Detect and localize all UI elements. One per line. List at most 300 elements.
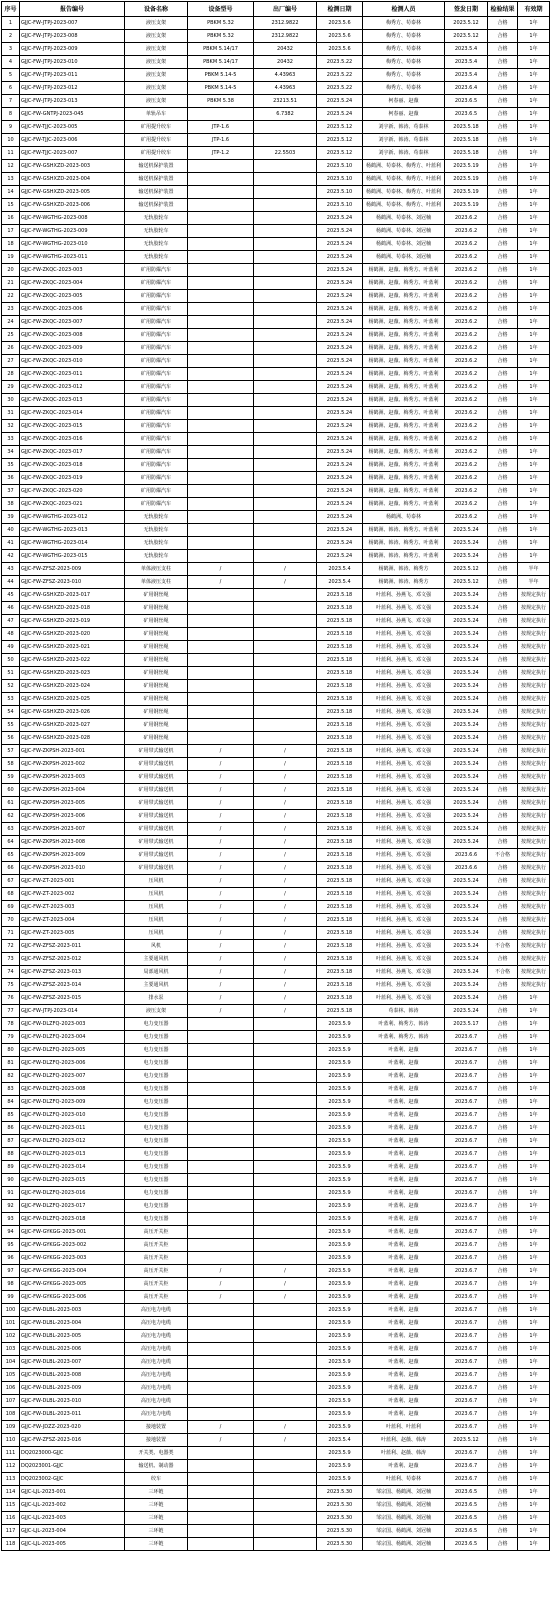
cell-report-no: GJJC-FW-GSHXZD-2023-004 — [20, 173, 125, 186]
cell-inspect-date: 2023.5.9 — [317, 1317, 363, 1330]
cell-device-model: / — [188, 797, 254, 810]
cell-device-model — [188, 407, 254, 420]
cell-issue-date: 2023.6.7 — [445, 1356, 488, 1369]
cell-inspectors: 叶蓝利、孙燕飞、邓文强 — [363, 797, 445, 810]
table-row — [2, 355, 550, 368]
cell-issue-date: 2023.5.24 — [445, 771, 488, 784]
cell-inspectors: 叶蓝利、孙燕飞、邓文强 — [363, 875, 445, 888]
cell-device-model — [188, 316, 254, 329]
cell-inspect-date: 2023.5.18 — [317, 667, 363, 680]
cell-issue-date: 2023.6.7 — [445, 1187, 488, 1200]
cell-report-no: GJJC-FW-ZKQC-2023-009 — [20, 342, 125, 355]
cell-validity: 1年 — [518, 1460, 550, 1473]
cell-report-no: GJJC-FW-ZFSZ-2023-016 — [20, 1434, 125, 1447]
cell-index: 23 — [2, 303, 20, 316]
cell-result: 合格 — [488, 667, 518, 680]
cell-index: 72 — [2, 940, 20, 953]
cell-inspectors: 梅秀方、苟泰林 — [363, 30, 445, 43]
cell-result: 合格 — [488, 1226, 518, 1239]
header-device-model: 设备型号 — [188, 2, 254, 17]
cell-report-no: GJJC-FW-ZFSZ-2023-010 — [20, 576, 125, 589]
cell-report-no: GJJC-FW-ZFSZ-2023-015 — [20, 992, 125, 1005]
table-row — [2, 147, 550, 160]
cell-inspect-date: 2023.5.9 — [317, 1460, 363, 1473]
table-row — [2, 771, 550, 784]
cell-validity: 1年 — [518, 199, 550, 212]
cell-device-model — [188, 1070, 254, 1083]
cell-inspect-date: 2023.5.24 — [317, 524, 363, 537]
cell-result: 合格 — [488, 1382, 518, 1395]
cell-validity: 1年 — [518, 355, 550, 368]
cell-inspect-date: 2023.5.10 — [317, 199, 363, 212]
cell-device-name: 矿用带式输送机 — [125, 823, 188, 836]
cell-issue-date: 2023.6.5 — [445, 108, 488, 121]
table-row — [2, 303, 550, 316]
cell-validity: 按规定执行 — [518, 862, 550, 875]
cell-report-no: GJJC-FW-ZKQC-2023-005 — [20, 290, 125, 303]
cell-inspectors: 叶蓝利、赵薇 — [363, 1122, 445, 1135]
cell-inspectors: 杨鹤洲、赵薇、梅秀方、叶蓝利 — [363, 316, 445, 329]
cell-result: 合格 — [488, 524, 518, 537]
cell-issue-date: 2023.6.2 — [445, 277, 488, 290]
cell-result: 合格 — [488, 992, 518, 1005]
cell-device-name: 液压支架 — [125, 17, 188, 30]
cell-issue-date: 2023.5.24 — [445, 758, 488, 771]
cell-device-model — [188, 1382, 254, 1395]
table-row — [2, 1369, 550, 1382]
cell-result: 合格 — [488, 1174, 518, 1187]
cell-device-model — [188, 1135, 254, 1148]
cell-result: 合格 — [488, 979, 518, 992]
cell-issue-date: 2023.5.24 — [445, 537, 488, 550]
cell-serial-no — [254, 1382, 317, 1395]
cell-device-name: 矿用钢丝绳 — [125, 706, 188, 719]
cell-report-no: GJJC-FW-GNTPJ-2023-045 — [20, 108, 125, 121]
cell-inspectors: 叶蓝利、孙燕飞、邓文强 — [363, 940, 445, 953]
cell-serial-no: 20432 — [254, 43, 317, 56]
cell-issue-date: 2023.6.7 — [445, 1473, 488, 1486]
cell-validity: 按规定执行 — [518, 693, 550, 706]
cell-report-no: GJJC-FW-ZKQC-2023-010 — [20, 355, 125, 368]
table-row — [2, 1148, 550, 1161]
cell-serial-no — [254, 1369, 317, 1382]
cell-serial-no — [254, 1044, 317, 1057]
cell-issue-date: 2023.5.24 — [445, 680, 488, 693]
cell-serial-no — [254, 654, 317, 667]
cell-result: 合格 — [488, 1187, 518, 1200]
cell-issue-date: 2023.6.2 — [445, 290, 488, 303]
cell-validity: 1年 — [518, 342, 550, 355]
cell-device-name: 输送机保护装置 — [125, 186, 188, 199]
cell-device-name: 高压电力电缆 — [125, 1343, 188, 1356]
cell-serial-no — [254, 303, 317, 316]
cell-validity: 1年 — [518, 1291, 550, 1304]
cell-report-no: GJJC-FW-JTPJ-2023-011 — [20, 69, 125, 82]
cell-serial-no — [254, 1538, 317, 1551]
cell-result: 合格 — [488, 1109, 518, 1122]
cell-result: 合格 — [488, 1252, 518, 1265]
cell-device-model — [188, 1057, 254, 1070]
cell-result: 合格 — [488, 82, 518, 95]
cell-serial-no: / — [254, 888, 317, 901]
cell-index: 60 — [2, 784, 20, 797]
cell-index: 32 — [2, 420, 20, 433]
cell-report-no: GJJC-FW-JTPJ-2023-013 — [20, 95, 125, 108]
cell-device-model — [188, 1460, 254, 1473]
cell-issue-date: 2023.6.2 — [445, 368, 488, 381]
cell-serial-no — [254, 251, 317, 264]
cell-validity: 按规定执行 — [518, 667, 550, 680]
cell-report-no: GJJC-FW-DLZFQ-2023-007 — [20, 1070, 125, 1083]
cell-serial-no — [254, 1408, 317, 1421]
header-inspect-date: 检测日期 — [317, 2, 363, 17]
cell-serial-no — [254, 628, 317, 641]
cell-serial-no — [254, 1226, 317, 1239]
cell-device-name: 三环链 — [125, 1525, 188, 1538]
cell-inspect-date: 2023.5.9 — [317, 1239, 363, 1252]
table-row — [2, 1330, 550, 1343]
cell-inspectors: 叶蓝利、孙燕飞、邓文强 — [363, 966, 445, 979]
cell-validity: 1年 — [518, 394, 550, 407]
cell-inspectors: 叶蓝利、赵薇 — [363, 1200, 445, 1213]
cell-report-no: GJJC-FW-DLZFQ-2023-004 — [20, 1031, 125, 1044]
cell-result: 合格 — [488, 472, 518, 485]
cell-index: 100 — [2, 1304, 20, 1317]
cell-inspectors: 叶蓝利、孙燕飞、邓文强 — [363, 810, 445, 823]
cell-inspect-date: 2023.5.10 — [317, 186, 363, 199]
cell-validity: 按规定执行 — [518, 615, 550, 628]
cell-index: 30 — [2, 394, 20, 407]
cell-report-no: GJJC-FW-ZT-2023-001 — [20, 875, 125, 888]
cell-device-model: / — [188, 563, 254, 576]
cell-serial-no — [254, 1187, 317, 1200]
cell-inspect-date: 2023.5.24 — [317, 212, 363, 225]
cell-device-model: / — [188, 576, 254, 589]
cell-device-name: 矿用防爆汽车 — [125, 485, 188, 498]
cell-device-model: / — [188, 849, 254, 862]
cell-issue-date: 2023.6.6 — [445, 849, 488, 862]
cell-index: 96 — [2, 1252, 20, 1265]
cell-index: 86 — [2, 1122, 20, 1135]
cell-validity: 按规定执行 — [518, 628, 550, 641]
cell-device-name: 无轨胶轮车 — [125, 212, 188, 225]
cell-validity: 1年 — [518, 1174, 550, 1187]
cell-device-name: 液压支架 — [125, 30, 188, 43]
cell-inspect-date: 2023.5.9 — [317, 1135, 363, 1148]
cell-device-name: 压风机 — [125, 875, 188, 888]
cell-issue-date: 2023.5.24 — [445, 589, 488, 602]
table-row — [2, 368, 550, 381]
cell-device-model: / — [188, 953, 254, 966]
cell-inspectors: 杨鹤洲、赵薇、梅秀方、叶蓝利 — [363, 381, 445, 394]
cell-index: 88 — [2, 1148, 20, 1161]
cell-serial-no — [254, 667, 317, 680]
cell-validity: 1年 — [518, 1265, 550, 1278]
cell-serial-no: / — [254, 836, 317, 849]
cell-device-name: 液压支架 — [125, 69, 188, 82]
cell-validity: 1年 — [518, 1057, 550, 1070]
cell-device-name: 接地装置 — [125, 1434, 188, 1447]
table-row — [2, 472, 550, 485]
cell-issue-date: 2023.6.7 — [445, 1421, 488, 1434]
table-row — [2, 17, 550, 30]
cell-report-no: GJJC-FW-ZKPSH-2023-008 — [20, 836, 125, 849]
cell-device-model — [188, 459, 254, 472]
cell-result: 合格 — [488, 1070, 518, 1083]
cell-issue-date: 2023.6.7 — [445, 1239, 488, 1252]
cell-validity: 1年 — [518, 1304, 550, 1317]
cell-issue-date: 2023.6.7 — [445, 1213, 488, 1226]
cell-device-name: 矿用防爆汽车 — [125, 381, 188, 394]
cell-inspect-date: 2023.5.18 — [317, 641, 363, 654]
cell-serial-no — [254, 277, 317, 290]
cell-report-no: GJJC-FW-DLBL-2023-007 — [20, 1356, 125, 1369]
cell-validity: 按规定执行 — [518, 602, 550, 615]
table-row — [2, 732, 550, 745]
cell-inspect-date: 2023.5.18 — [317, 589, 363, 602]
cell-serial-no: 4.43963 — [254, 69, 317, 82]
cell-serial-no: 22.5503 — [254, 147, 317, 160]
cell-issue-date: 2023.6.7 — [445, 1174, 488, 1187]
table-row — [2, 199, 550, 212]
cell-index: 52 — [2, 680, 20, 693]
cell-report-no: GJJC-FW-WGTHG-2023-010 — [20, 238, 125, 251]
cell-validity: 1年 — [518, 1434, 550, 1447]
cell-inspect-date: 2023.5.24 — [317, 485, 363, 498]
cell-device-model — [188, 420, 254, 433]
table-row — [2, 69, 550, 82]
cell-inspect-date: 2023.5.9 — [317, 1031, 363, 1044]
cell-inspect-date: 2023.5.24 — [317, 108, 363, 121]
table-row — [2, 277, 550, 290]
cell-inspect-date: 2023.5.24 — [317, 277, 363, 290]
cell-inspectors: 杨鹤洲、赵薇、梅秀方、叶蓝利 — [363, 264, 445, 277]
cell-device-name: 高压电力电缆 — [125, 1382, 188, 1395]
cell-result: 合格 — [488, 914, 518, 927]
cell-inspectors: 刘宇新、韩涛、苟泰林 — [363, 121, 445, 134]
cell-device-name: 绞车 — [125, 1473, 188, 1486]
cell-validity: 1年 — [518, 1122, 550, 1135]
cell-device-model: / — [188, 1291, 254, 1304]
cell-inspectors: 叶蓝利、赵薇 — [363, 1226, 445, 1239]
cell-device-name: 高压开关柜 — [125, 1291, 188, 1304]
cell-issue-date: 2023.5.24 — [445, 667, 488, 680]
cell-inspectors: 叶蓝利、梅秀方、韩涛 — [363, 1031, 445, 1044]
cell-device-name: 矿用防爆汽车 — [125, 433, 188, 446]
cell-inspect-date: 2023.5.4 — [317, 1434, 363, 1447]
cell-serial-no — [254, 160, 317, 173]
cell-inspect-date: 2023.5.24 — [317, 251, 363, 264]
cell-index: 9 — [2, 121, 20, 134]
cell-report-no: GJJC-FW-WGTHG-2023-009 — [20, 225, 125, 238]
cell-device-model — [188, 1499, 254, 1512]
table-row — [2, 953, 550, 966]
cell-serial-no — [254, 1018, 317, 1031]
cell-inspect-date: 2023.5.9 — [317, 1291, 363, 1304]
cell-issue-date: 2023.5.24 — [445, 693, 488, 706]
cell-inspect-date: 2023.5.9 — [317, 1278, 363, 1291]
cell-serial-no — [254, 1174, 317, 1187]
cell-inspect-date: 2023.5.9 — [317, 1304, 363, 1317]
cell-issue-date: 2023.6.7 — [445, 1447, 488, 1460]
cell-serial-no: / — [254, 862, 317, 875]
cell-validity: 半年 — [518, 563, 550, 576]
cell-device-name: 三环链 — [125, 1538, 188, 1551]
cell-report-no: GJJC-FW-GSHXZD-2023-017 — [20, 589, 125, 602]
cell-result: 合格 — [488, 446, 518, 459]
cell-inspect-date: 2023.5.24 — [317, 368, 363, 381]
cell-result: 合格 — [488, 30, 518, 43]
cell-serial-no: / — [254, 576, 317, 589]
cell-validity: 1年 — [518, 238, 550, 251]
cell-device-model — [188, 212, 254, 225]
cell-report-no: GJJC-FW-ZFSZ-2023-009 — [20, 563, 125, 576]
cell-inspect-date: 2023.5.9 — [317, 1096, 363, 1109]
cell-device-model — [188, 602, 254, 615]
cell-inspectors: 杨鹤洲、赵薇、梅秀方、叶蓝利 — [363, 394, 445, 407]
cell-serial-no — [254, 485, 317, 498]
cell-index: 117 — [2, 1525, 20, 1538]
cell-validity: 1年 — [518, 1330, 550, 1343]
cell-issue-date: 2023.5.24 — [445, 628, 488, 641]
table-row — [2, 537, 550, 550]
cell-inspect-date: 2023.5.18 — [317, 797, 363, 810]
cell-result: 合格 — [488, 1356, 518, 1369]
cell-device-model — [188, 290, 254, 303]
cell-serial-no — [254, 1525, 317, 1538]
cell-serial-no — [254, 459, 317, 472]
cell-inspect-date: 2023.5.18 — [317, 654, 363, 667]
cell-device-model — [188, 732, 254, 745]
cell-inspectors: 叶蓝利、孙燕飞、邓文强 — [363, 888, 445, 901]
cell-device-model: / — [188, 1278, 254, 1291]
cell-report-no: GJJC-FW-GYKGG-2023-001 — [20, 1226, 125, 1239]
cell-device-model — [188, 550, 254, 563]
cell-report-no: GJJC-FW-ZKQC-2023-003 — [20, 264, 125, 277]
cell-serial-no: / — [254, 745, 317, 758]
table-row — [2, 1213, 550, 1226]
cell-result: 合格 — [488, 1486, 518, 1499]
cell-result: 合格 — [488, 1200, 518, 1213]
cell-result: 合格 — [488, 225, 518, 238]
cell-issue-date: 2023.5.24 — [445, 875, 488, 888]
cell-result: 合格 — [488, 160, 518, 173]
cell-device-name: 主要通风机 — [125, 979, 188, 992]
cell-index: 59 — [2, 771, 20, 784]
cell-serial-no — [254, 394, 317, 407]
cell-device-model: / — [188, 927, 254, 940]
cell-serial-no: / — [254, 823, 317, 836]
cell-inspect-date: 2023.5.30 — [317, 1525, 363, 1538]
cell-inspect-date: 2023.5.18 — [317, 784, 363, 797]
cell-index: 43 — [2, 563, 20, 576]
cell-issue-date: 2023.6.7 — [445, 1135, 488, 1148]
cell-report-no: GJJC-FW-DLZFQ-2023-006 — [20, 1057, 125, 1070]
cell-device-name: 单体液压支柱 — [125, 576, 188, 589]
cell-validity: 1年 — [518, 1031, 550, 1044]
cell-device-name: 液压支架 — [125, 82, 188, 95]
cell-device-model — [188, 355, 254, 368]
table-row — [2, 927, 550, 940]
cell-device-name: 矿用防爆汽车 — [125, 329, 188, 342]
table-row — [2, 1226, 550, 1239]
cell-inspect-date: 2023.5.24 — [317, 290, 363, 303]
cell-inspect-date: 2023.5.9 — [317, 1395, 363, 1408]
cell-result: 合格 — [488, 368, 518, 381]
cell-inspect-date: 2023.5.18 — [317, 719, 363, 732]
cell-serial-no: / — [254, 771, 317, 784]
table-row — [2, 1408, 550, 1421]
cell-index: 92 — [2, 1200, 20, 1213]
cell-report-no: GJJC-FW-WGTHG-2023-008 — [20, 212, 125, 225]
cell-inspectors: 杨鹤洲、赵薇、梅秀方、叶蓝利 — [363, 498, 445, 511]
cell-device-name: 电力变压器 — [125, 1083, 188, 1096]
cell-inspectors: 刘宇新、韩涛、苟泰林 — [363, 147, 445, 160]
cell-validity: 1年 — [518, 420, 550, 433]
cell-index: 11 — [2, 147, 20, 160]
cell-device-name: 单体液压支柱 — [125, 563, 188, 576]
cell-report-no: GJJC-FW-ZKQC-2023-013 — [20, 394, 125, 407]
cell-inspect-date: 2023.5.9 — [317, 1187, 363, 1200]
header-inspectors: 检测人员 — [363, 2, 445, 17]
cell-inspect-date: 2023.5.18 — [317, 706, 363, 719]
cell-device-name: 无轨胶轮车 — [125, 251, 188, 264]
cell-issue-date: 2023.6.2 — [445, 251, 488, 264]
cell-result: 合格 — [488, 706, 518, 719]
cell-validity: 1年 — [518, 1486, 550, 1499]
cell-device-name: 液压支架 — [125, 43, 188, 56]
cell-inspectors: 杨鹤洲、赵薇、梅秀方、叶蓝利 — [363, 342, 445, 355]
cell-result: 合格 — [488, 355, 518, 368]
cell-serial-no — [254, 498, 317, 511]
cell-validity: 1年 — [518, 1135, 550, 1148]
cell-inspectors: 叶蓝利、孙燕飞、邓文强 — [363, 693, 445, 706]
cell-index: 104 — [2, 1356, 20, 1369]
cell-inspectors: 柯春丽、赵薇 — [363, 95, 445, 108]
cell-device-model: / — [188, 940, 254, 953]
cell-inspectors: 杨鹤洲、赵薇、梅秀方、叶蓝利 — [363, 459, 445, 472]
cell-result: 合格 — [488, 238, 518, 251]
table-row — [2, 1174, 550, 1187]
cell-report-no: GJJC-FW-DLBL-2023-005 — [20, 1330, 125, 1343]
cell-serial-no — [254, 368, 317, 381]
cell-serial-no — [254, 1473, 317, 1486]
cell-report-no: GJJC-FW-JTPJ-2023-009 — [20, 43, 125, 56]
cell-device-name: 矿用钢丝绳 — [125, 589, 188, 602]
table-row — [2, 797, 550, 810]
table-row — [2, 966, 550, 979]
cell-issue-date: 2023.5.24 — [445, 914, 488, 927]
cell-inspect-date: 2023.5.18 — [317, 836, 363, 849]
cell-result: 合格 — [488, 316, 518, 329]
cell-validity: 1年 — [518, 212, 550, 225]
cell-inspectors: 叶蓝利、赵薇 — [363, 1265, 445, 1278]
cell-device-model — [188, 433, 254, 446]
cell-index: 58 — [2, 758, 20, 771]
cell-validity: 1年 — [518, 1239, 550, 1252]
cell-device-model: JTP-1.2 — [188, 147, 254, 160]
cell-serial-no: / — [254, 1421, 317, 1434]
cell-report-no: GJJC-FW-ZT-2023-003 — [20, 901, 125, 914]
cell-report-no: GJJC-FW-ZKQC-2023-017 — [20, 446, 125, 459]
cell-device-model — [188, 1109, 254, 1122]
cell-index: 53 — [2, 693, 20, 706]
cell-validity: 1年 — [518, 1447, 550, 1460]
cell-inspectors: 叶蓝利、赵薇 — [363, 1109, 445, 1122]
cell-result: 合格 — [488, 498, 518, 511]
cell-result: 合格 — [488, 1122, 518, 1135]
cell-serial-no: / — [254, 1291, 317, 1304]
